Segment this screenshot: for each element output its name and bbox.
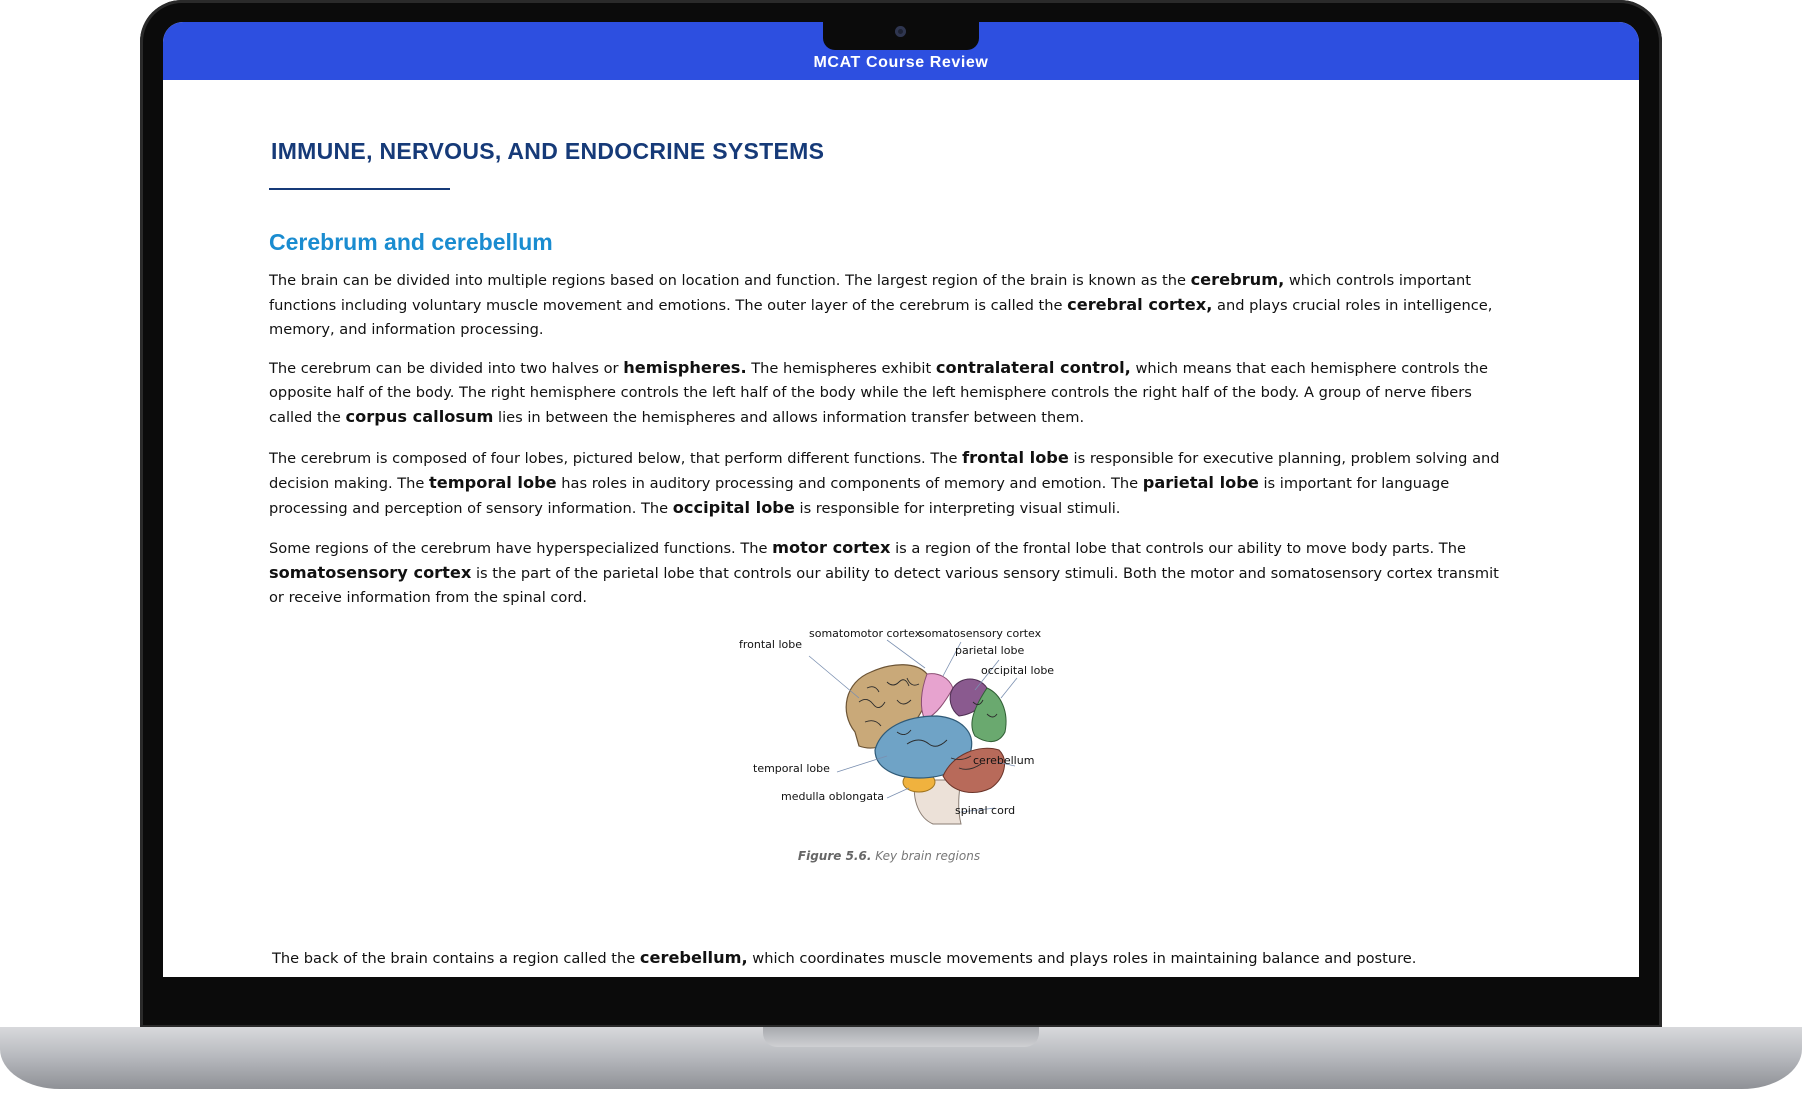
paragraph-text: which means that each hemisphere controls the opposite half of the body. The right hemisphere controls the left half of the body while the left hemisphere controls the right half of the body. A group of nerve fibers called the <box>269 360 1489 426</box>
brain-diagram <box>739 627 1087 832</box>
label-cerebellum: cerebellum <box>973 754 1035 767</box>
key-term: occipital lobe <box>672 498 795 517</box>
camera-icon <box>895 26 906 37</box>
paragraph-lobes <box>269 446 1509 521</box>
label-frontal-lobe: frontal lobe <box>739 638 802 651</box>
caption-number: Figure 5.6. <box>797 849 872 863</box>
paragraph-text: which controls important functions including voluntary muscle movement and emotions. The outer layer of the cerebrum is called the <box>269 272 1471 314</box>
key-term: contralateral control, <box>935 358 1131 377</box>
label-occipital-lobe: occipital lobe <box>981 664 1055 677</box>
label-somatosensory-cortex: somatosensory cortex <box>919 627 1042 640</box>
key-term: somatosensory cortex <box>269 563 472 582</box>
label-spinal-cord: spinal cord <box>955 804 1016 817</box>
paragraph-text: The cerebrum can be divided into two halves or <box>269 360 624 377</box>
key-term: cerebrum, <box>1190 270 1285 289</box>
key-term: parietal lobe <box>1142 473 1259 492</box>
key-term: hemispheres. <box>623 358 747 377</box>
paragraph-text: and plays crucial roles in intelligence, memory, and information processing. <box>269 297 1493 338</box>
camera-notch <box>823 22 979 50</box>
key-term: frontal lobe <box>962 448 1069 467</box>
laptop-opening-groove <box>763 1027 1039 1047</box>
paragraph-text: is responsible for interpreting visual stimuli. <box>794 500 1121 517</box>
caption-text: Key brain regions <box>875 849 981 863</box>
section-title: Cerebrum and cerebellum <box>269 229 553 255</box>
paragraph-text: The hemispheres exhibit <box>746 360 936 377</box>
paragraph-text: is a region of the frontal lobe that controls our ability to move body parts. The <box>890 540 1466 557</box>
paragraph-cerebrum <box>269 268 1509 342</box>
screen <box>163 22 1639 977</box>
paragraph-text: which coordinates muscle movements and plays roles in maintaining balance and posture. <box>747 950 1417 967</box>
chapter-title: IMMUNE, NERVOUS, AND ENDOCRINE SYSTEMS <box>271 138 825 164</box>
key-term: cerebellum, <box>639 948 748 967</box>
app-title: MCAT Course Review <box>813 54 989 71</box>
label-medulla-oblongata: medulla oblongata <box>781 790 885 803</box>
paragraph-text: Some regions of the cerebrum have hyperspecialized functions. The <box>269 540 773 557</box>
paragraph-cerebellum <box>272 946 1512 971</box>
paragraph-hemispheres <box>269 356 1509 430</box>
key-term: motor cortex <box>772 538 891 557</box>
label-temporal-lobe: temporal lobe <box>753 762 830 775</box>
figure-caption <box>269 849 1509 863</box>
paragraph-text: is the part of the parietal lobe that controls our ability to detect various sensory stimuli. Both the motor and somatosensory cortex transmit or receive information from the spinal cord. <box>269 565 1499 606</box>
paragraph-text: The brain can be divided into multiple regions based on location and function. The largest region of the brain is known as the <box>269 272 1191 289</box>
label-somatomotor-cortex: somatomotor cortex <box>809 627 922 640</box>
somatosensory-shape <box>921 674 953 720</box>
paragraph-text: lies in between the hemispheres and allows information transfer between them. <box>493 409 1085 426</box>
paragraph-text: The back of the brain contains a region called the <box>272 950 640 967</box>
key-term: cerebral cortex, <box>1067 295 1213 314</box>
key-term: temporal lobe <box>429 473 557 492</box>
paragraph-specialized-regions <box>269 536 1509 610</box>
paragraph-text: is important for language processing and perception of sensory information. The <box>269 475 1450 517</box>
label-parietal-lobe: parietal lobe <box>955 644 1025 657</box>
paragraph-text: has roles in auditory processing and components of memory and emotion. The <box>556 475 1143 492</box>
key-term: corpus callosum <box>345 407 494 426</box>
chapter-divider <box>269 188 450 190</box>
paragraph-text: The cerebrum is composed of four lobes, pictured below, that perform different functions. The <box>269 450 963 467</box>
paragraph-text: is responsible for executive planning, problem solving and decision making. The <box>269 450 1500 492</box>
